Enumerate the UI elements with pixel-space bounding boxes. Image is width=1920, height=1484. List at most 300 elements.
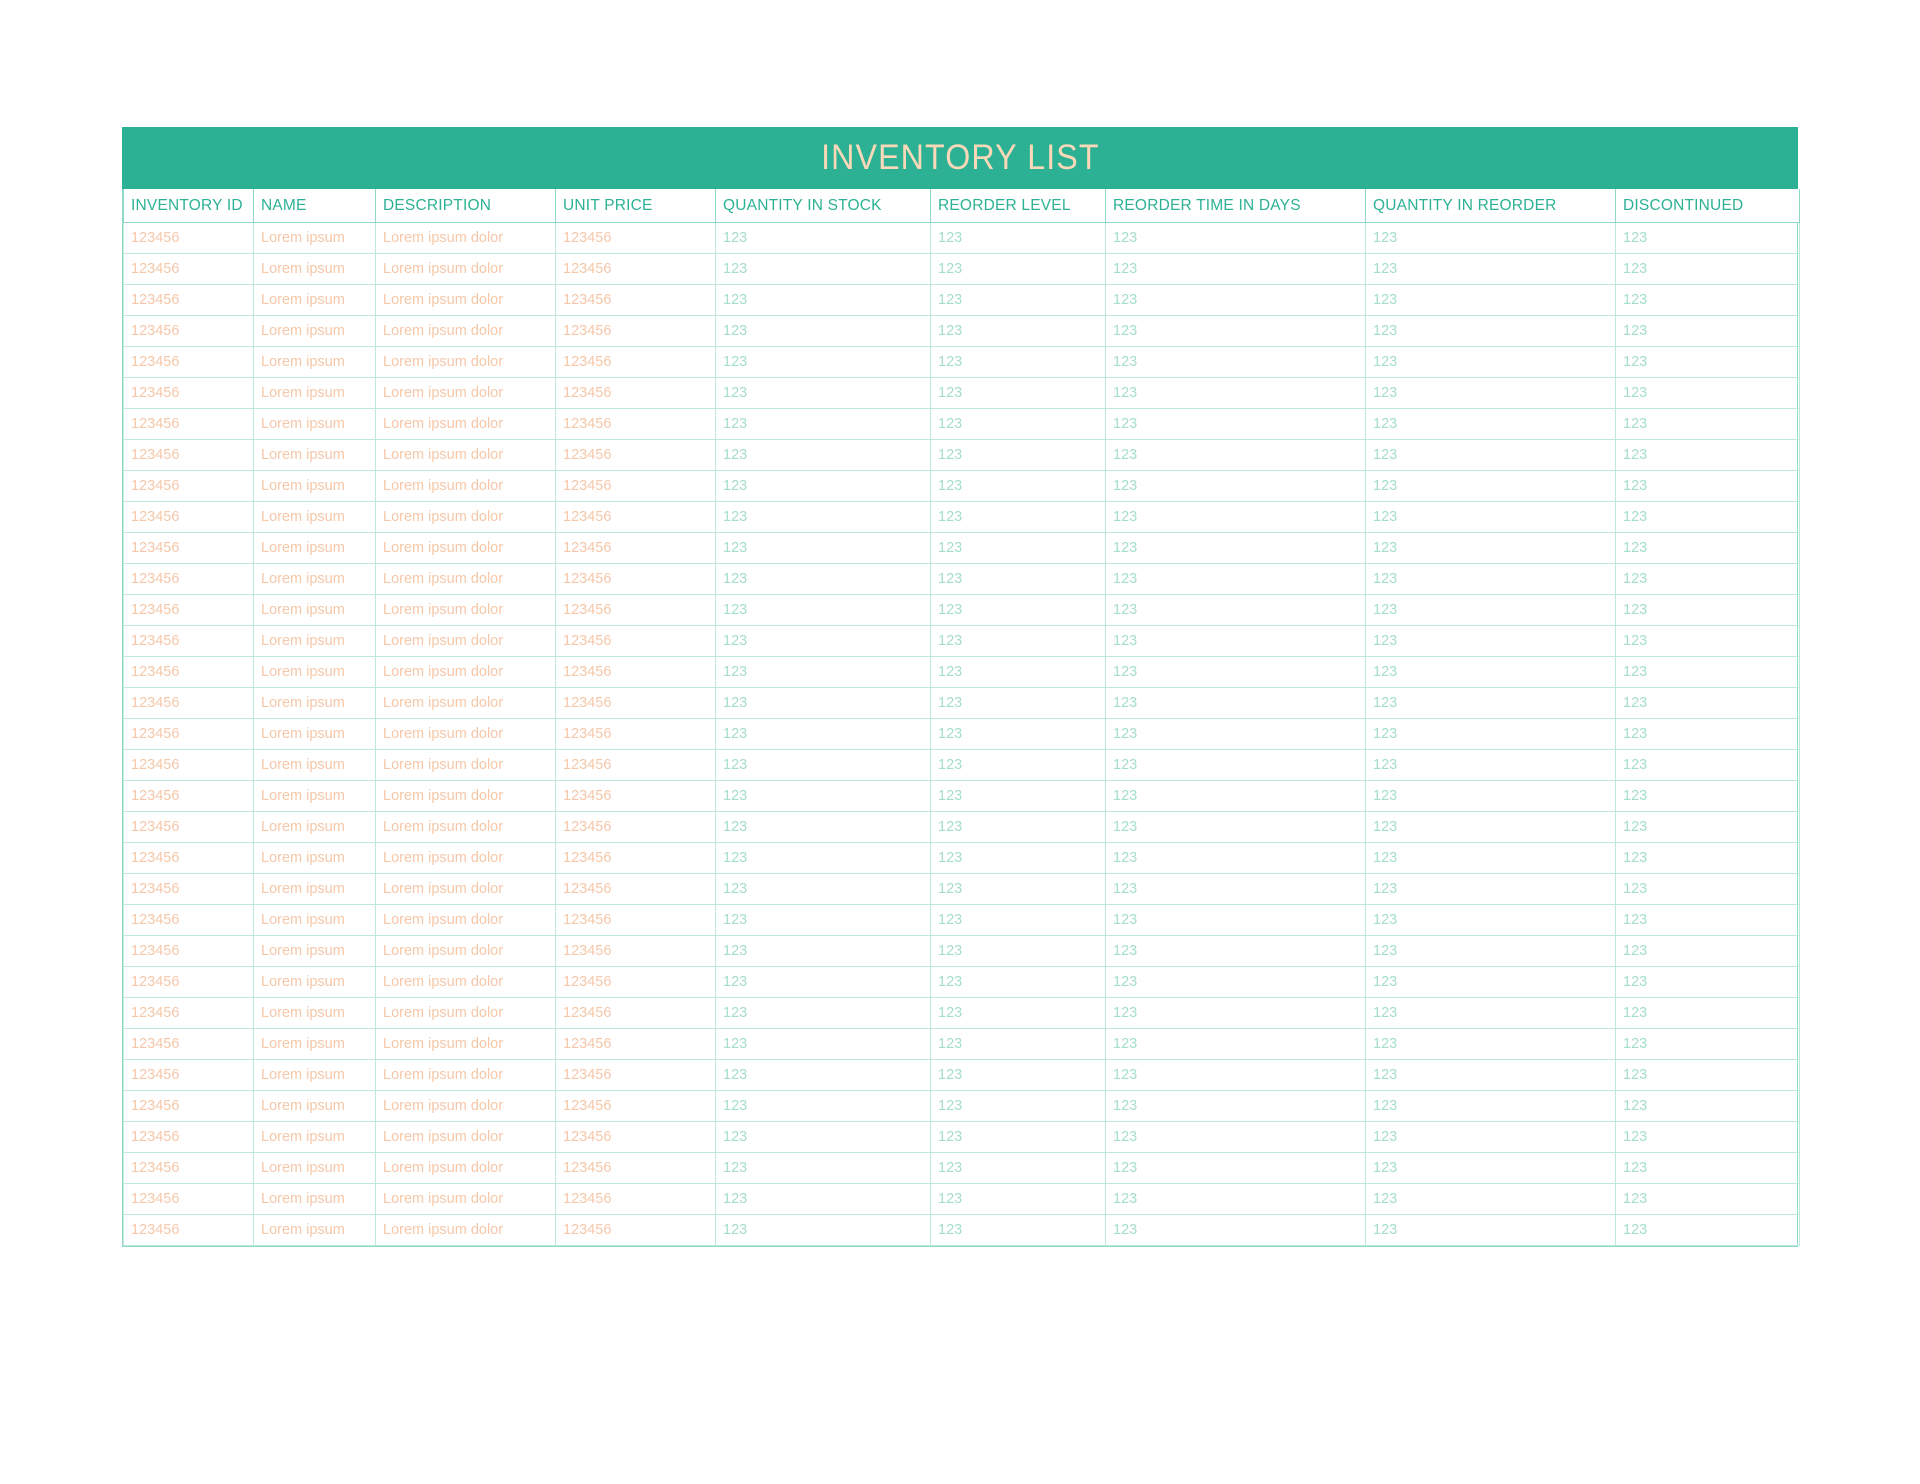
table-cell[interactable]: Lorem ipsum dolor xyxy=(376,1122,556,1153)
table-cell[interactable]: 123 xyxy=(1106,223,1366,254)
column-header-quantity-in-stock[interactable]: QUANTITY IN STOCK xyxy=(716,189,931,223)
table-cell[interactable]: Lorem ipsum dolor xyxy=(376,502,556,533)
table-cell[interactable]: Lorem ipsum xyxy=(254,843,376,874)
table-cell[interactable]: Lorem ipsum xyxy=(254,905,376,936)
table-row[interactable] xyxy=(124,1122,1800,1153)
table-cell[interactable]: 123 xyxy=(1366,1153,1616,1184)
table-cell[interactable]: 123 xyxy=(1366,843,1616,874)
table-cell[interactable]: Lorem ipsum xyxy=(254,781,376,812)
table-cell[interactable]: Lorem ipsum dolor xyxy=(376,533,556,564)
table-row[interactable] xyxy=(124,657,1800,688)
table-cell[interactable]: Lorem ipsum xyxy=(254,688,376,719)
table-cell[interactable]: 123456 xyxy=(556,1215,716,1246)
table-cell[interactable]: 123456 xyxy=(556,378,716,409)
table-cell[interactable]: 123456 xyxy=(556,347,716,378)
table-cell[interactable]: 123 xyxy=(1106,1060,1366,1091)
table-cell[interactable]: 123 xyxy=(931,998,1106,1029)
table-cell[interactable]: 123 xyxy=(716,595,931,626)
table-cell[interactable]: 123456 xyxy=(124,1215,254,1246)
table-cell[interactable]: Lorem ipsum xyxy=(254,967,376,998)
table-cell[interactable]: 123 xyxy=(931,502,1106,533)
table-cell[interactable]: 123456 xyxy=(124,657,254,688)
table-cell[interactable]: 123456 xyxy=(556,1029,716,1060)
table-cell[interactable]: 123456 xyxy=(556,254,716,285)
table-cell[interactable]: Lorem ipsum dolor xyxy=(376,1215,556,1246)
table-cell[interactable]: Lorem ipsum dolor xyxy=(376,223,556,254)
table-cell[interactable]: 123 xyxy=(716,657,931,688)
column-header-name[interactable]: NAME xyxy=(254,189,376,223)
table-cell[interactable]: 123456 xyxy=(556,998,716,1029)
table-cell[interactable]: 123456 xyxy=(124,409,254,440)
table-cell[interactable]: 123 xyxy=(1616,719,1800,750)
table-cell[interactable]: 123 xyxy=(1106,688,1366,719)
table-cell[interactable]: 123 xyxy=(931,719,1106,750)
table-row[interactable] xyxy=(124,905,1800,936)
table-cell[interactable]: Lorem ipsum xyxy=(254,347,376,378)
table-cell[interactable]: 123 xyxy=(1366,285,1616,316)
table-row[interactable] xyxy=(124,347,1800,378)
table-cell[interactable]: 123 xyxy=(931,688,1106,719)
table-cell[interactable]: 123 xyxy=(1366,1215,1616,1246)
table-cell[interactable]: 123456 xyxy=(124,874,254,905)
table-cell[interactable]: Lorem ipsum dolor xyxy=(376,936,556,967)
table-row[interactable] xyxy=(124,223,1800,254)
table-cell[interactable]: 123456 xyxy=(556,1122,716,1153)
table-cell[interactable]: 123 xyxy=(931,1122,1106,1153)
table-cell[interactable]: 123 xyxy=(1366,254,1616,285)
table-cell[interactable]: 123 xyxy=(716,1091,931,1122)
column-header-reorder-time-in-days[interactable]: REORDER TIME IN DAYS xyxy=(1106,189,1366,223)
table-cell[interactable]: 123456 xyxy=(124,254,254,285)
table-cell[interactable]: Lorem ipsum xyxy=(254,595,376,626)
column-header-reorder-level[interactable]: REORDER LEVEL xyxy=(931,189,1106,223)
table-cell[interactable]: 123 xyxy=(1366,316,1616,347)
table-cell[interactable]: 123 xyxy=(1106,347,1366,378)
table-cell[interactable]: 123456 xyxy=(124,812,254,843)
table-cell[interactable]: Lorem ipsum xyxy=(254,1215,376,1246)
table-cell[interactable]: 123456 xyxy=(556,316,716,347)
table-cell[interactable]: 123456 xyxy=(124,595,254,626)
table-cell[interactable]: 123 xyxy=(716,409,931,440)
table-cell[interactable]: 123456 xyxy=(556,688,716,719)
table-cell[interactable]: 123 xyxy=(1106,378,1366,409)
table-cell[interactable]: 123 xyxy=(716,1215,931,1246)
table-cell[interactable]: 123 xyxy=(1366,223,1616,254)
table-cell[interactable]: 123 xyxy=(716,1153,931,1184)
table-row[interactable] xyxy=(124,967,1800,998)
table-row[interactable] xyxy=(124,316,1800,347)
table-row[interactable] xyxy=(124,440,1800,471)
table-cell[interactable]: 123456 xyxy=(556,750,716,781)
table-cell[interactable]: Lorem ipsum xyxy=(254,223,376,254)
table-cell[interactable]: 123 xyxy=(931,626,1106,657)
table-cell[interactable]: 123 xyxy=(716,347,931,378)
table-row[interactable] xyxy=(124,502,1800,533)
table-cell[interactable]: 123 xyxy=(1366,812,1616,843)
table-cell[interactable]: Lorem ipsum dolor xyxy=(376,1091,556,1122)
table-cell[interactable]: 123 xyxy=(931,874,1106,905)
table-cell[interactable]: 123 xyxy=(716,688,931,719)
table-cell[interactable]: 123 xyxy=(931,657,1106,688)
table-cell[interactable]: 123 xyxy=(1106,719,1366,750)
table-cell[interactable]: 123 xyxy=(1366,1091,1616,1122)
table-cell[interactable]: 123 xyxy=(931,781,1106,812)
table-cell[interactable]: 123456 xyxy=(556,595,716,626)
table-cell[interactable]: Lorem ipsum xyxy=(254,998,376,1029)
table-cell[interactable]: Lorem ipsum dolor xyxy=(376,781,556,812)
table-cell[interactable]: 123 xyxy=(931,378,1106,409)
table-cell[interactable]: 123 xyxy=(931,285,1106,316)
table-cell[interactable]: 123 xyxy=(1616,316,1800,347)
table-cell[interactable]: 123 xyxy=(1616,440,1800,471)
table-cell[interactable]: 123 xyxy=(1616,533,1800,564)
table-cell[interactable]: 123 xyxy=(1366,1060,1616,1091)
table-cell[interactable]: Lorem ipsum dolor xyxy=(376,471,556,502)
table-cell[interactable]: 123 xyxy=(1616,564,1800,595)
table-cell[interactable]: 123456 xyxy=(124,750,254,781)
table-cell[interactable]: 123456 xyxy=(556,440,716,471)
table-cell[interactable]: 123 xyxy=(1106,1184,1366,1215)
table-cell[interactable]: 123456 xyxy=(556,1153,716,1184)
table-cell[interactable]: Lorem ipsum xyxy=(254,440,376,471)
table-cell[interactable]: Lorem ipsum xyxy=(254,750,376,781)
table-cell[interactable]: Lorem ipsum dolor xyxy=(376,285,556,316)
table-cell[interactable]: 123 xyxy=(1106,626,1366,657)
table-cell[interactable]: Lorem ipsum dolor xyxy=(376,409,556,440)
table-cell[interactable]: 123 xyxy=(931,471,1106,502)
table-cell[interactable]: 123456 xyxy=(124,471,254,502)
table-cell[interactable]: 123 xyxy=(931,1184,1106,1215)
table-cell[interactable]: 123 xyxy=(931,750,1106,781)
table-cell[interactable]: 123456 xyxy=(124,316,254,347)
table-cell[interactable]: 123 xyxy=(716,781,931,812)
table-cell[interactable]: 123 xyxy=(931,254,1106,285)
table-cell[interactable]: 123 xyxy=(716,936,931,967)
table-cell[interactable]: 123 xyxy=(931,1091,1106,1122)
table-cell[interactable]: Lorem ipsum dolor xyxy=(376,998,556,1029)
table-cell[interactable]: 123456 xyxy=(124,1153,254,1184)
table-cell[interactable]: 123 xyxy=(1366,688,1616,719)
table-cell[interactable]: 123 xyxy=(1616,688,1800,719)
table-row[interactable] xyxy=(124,688,1800,719)
table-cell[interactable]: Lorem ipsum dolor xyxy=(376,626,556,657)
column-header-discontinued[interactable]: DISCONTINUED xyxy=(1616,189,1800,223)
table-cell[interactable]: 123 xyxy=(1106,1029,1366,1060)
table-cell[interactable]: Lorem ipsum dolor xyxy=(376,1153,556,1184)
table-row[interactable] xyxy=(124,1060,1800,1091)
table-cell[interactable]: 123 xyxy=(716,719,931,750)
table-cell[interactable]: 123 xyxy=(716,843,931,874)
table-cell[interactable]: Lorem ipsum dolor xyxy=(376,1029,556,1060)
table-cell[interactable]: 123 xyxy=(1106,564,1366,595)
table-cell[interactable]: 123 xyxy=(1366,905,1616,936)
table-cell[interactable]: 123456 xyxy=(556,223,716,254)
table-cell[interactable]: Lorem ipsum xyxy=(254,533,376,564)
table-cell[interactable]: 123 xyxy=(931,440,1106,471)
table-cell[interactable]: Lorem ipsum xyxy=(254,1122,376,1153)
table-cell[interactable]: 123 xyxy=(1106,502,1366,533)
table-cell[interactable]: 123456 xyxy=(124,533,254,564)
table-cell[interactable]: Lorem ipsum dolor xyxy=(376,843,556,874)
table-cell[interactable]: 123 xyxy=(1616,936,1800,967)
table-cell[interactable]: 123 xyxy=(716,254,931,285)
table-cell[interactable]: 123456 xyxy=(124,502,254,533)
table-cell[interactable]: 123456 xyxy=(124,1060,254,1091)
table-cell[interactable]: 123456 xyxy=(556,409,716,440)
table-cell[interactable]: 123 xyxy=(1616,285,1800,316)
table-cell[interactable]: Lorem ipsum xyxy=(254,1184,376,1215)
table-cell[interactable]: 123 xyxy=(1616,347,1800,378)
table-cell[interactable]: 123 xyxy=(1366,595,1616,626)
table-cell[interactable]: Lorem ipsum dolor xyxy=(376,750,556,781)
table-row[interactable] xyxy=(124,843,1800,874)
table-cell[interactable]: 123456 xyxy=(124,688,254,719)
table-cell[interactable]: 123 xyxy=(1616,471,1800,502)
table-cell[interactable]: 123 xyxy=(1366,1029,1616,1060)
table-cell[interactable]: 123456 xyxy=(124,1184,254,1215)
table-cell[interactable]: Lorem ipsum xyxy=(254,471,376,502)
table-cell[interactable]: 123 xyxy=(716,1029,931,1060)
table-row[interactable] xyxy=(124,254,1800,285)
table-cell[interactable]: 123 xyxy=(1106,440,1366,471)
table-cell[interactable]: 123 xyxy=(931,564,1106,595)
table-cell[interactable]: 123 xyxy=(1106,1153,1366,1184)
table-cell[interactable]: 123 xyxy=(1106,936,1366,967)
table-cell[interactable]: 123 xyxy=(1106,812,1366,843)
table-cell[interactable]: 123456 xyxy=(556,1184,716,1215)
table-cell[interactable]: 123 xyxy=(1616,409,1800,440)
table-cell[interactable]: 123 xyxy=(1616,626,1800,657)
table-cell[interactable]: 123456 xyxy=(556,812,716,843)
table-cell[interactable]: Lorem ipsum dolor xyxy=(376,719,556,750)
table-cell[interactable]: 123 xyxy=(1106,254,1366,285)
table-cell[interactable]: 123456 xyxy=(556,967,716,998)
table-cell[interactable]: 123 xyxy=(716,533,931,564)
table-cell[interactable]: 123 xyxy=(1106,533,1366,564)
table-cell[interactable]: 123456 xyxy=(124,967,254,998)
table-cell[interactable]: Lorem ipsum dolor xyxy=(376,254,556,285)
table-cell[interactable]: 123456 xyxy=(124,285,254,316)
table-cell[interactable]: 123456 xyxy=(556,719,716,750)
table-cell[interactable]: Lorem ipsum xyxy=(254,502,376,533)
table-cell[interactable]: 123456 xyxy=(124,440,254,471)
table-row[interactable] xyxy=(124,409,1800,440)
table-cell[interactable]: 123 xyxy=(931,967,1106,998)
table-cell[interactable]: 123456 xyxy=(556,285,716,316)
table-cell[interactable]: 123456 xyxy=(556,843,716,874)
table-cell[interactable]: 123 xyxy=(1616,378,1800,409)
table-cell[interactable]: Lorem ipsum dolor xyxy=(376,378,556,409)
table-row[interactable] xyxy=(124,1029,1800,1060)
table-cell[interactable]: 123 xyxy=(716,750,931,781)
table-cell[interactable]: 123 xyxy=(716,378,931,409)
table-cell[interactable]: 123 xyxy=(1616,1184,1800,1215)
table-cell[interactable]: 123456 xyxy=(556,905,716,936)
table-cell[interactable]: 123 xyxy=(1616,967,1800,998)
table-cell[interactable]: 123 xyxy=(1366,967,1616,998)
table-cell[interactable]: 123 xyxy=(1366,781,1616,812)
table-cell[interactable]: 123 xyxy=(1366,657,1616,688)
table-cell[interactable]: 123 xyxy=(1366,998,1616,1029)
table-cell[interactable]: Lorem ipsum dolor xyxy=(376,905,556,936)
table-cell[interactable]: Lorem ipsum xyxy=(254,1153,376,1184)
column-header-inventory-id[interactable]: INVENTORY ID xyxy=(124,189,254,223)
table-cell[interactable]: 123 xyxy=(1366,874,1616,905)
table-cell[interactable]: 123 xyxy=(1366,471,1616,502)
table-cell[interactable]: 123 xyxy=(1616,1029,1800,1060)
table-cell[interactable]: 123 xyxy=(716,812,931,843)
table-cell[interactable]: Lorem ipsum xyxy=(254,719,376,750)
table-cell[interactable]: Lorem ipsum xyxy=(254,285,376,316)
table-cell[interactable]: 123 xyxy=(1616,1122,1800,1153)
table-cell[interactable]: 123 xyxy=(931,1153,1106,1184)
table-cell[interactable]: 123 xyxy=(716,967,931,998)
table-cell[interactable]: 123 xyxy=(1366,533,1616,564)
table-cell[interactable]: 123 xyxy=(931,347,1106,378)
table-row[interactable] xyxy=(124,626,1800,657)
table-cell[interactable]: 123 xyxy=(1616,1215,1800,1246)
table-cell[interactable]: 123 xyxy=(931,595,1106,626)
table-cell[interactable]: 123456 xyxy=(556,564,716,595)
table-cell[interactable]: 123456 xyxy=(556,874,716,905)
table-cell[interactable]: Lorem ipsum xyxy=(254,657,376,688)
table-cell[interactable]: 123456 xyxy=(124,936,254,967)
table-cell[interactable]: Lorem ipsum xyxy=(254,1091,376,1122)
table-cell[interactable]: 123 xyxy=(931,1029,1106,1060)
table-cell[interactable]: 123456 xyxy=(556,1091,716,1122)
table-cell[interactable]: 123456 xyxy=(124,347,254,378)
table-row[interactable] xyxy=(124,998,1800,1029)
table-cell[interactable]: 123 xyxy=(1616,843,1800,874)
table-cell[interactable]: 123 xyxy=(1616,905,1800,936)
table-cell[interactable]: 123 xyxy=(931,1215,1106,1246)
table-row[interactable] xyxy=(124,812,1800,843)
table-cell[interactable]: 123 xyxy=(1616,998,1800,1029)
table-cell[interactable]: Lorem ipsum dolor xyxy=(376,967,556,998)
table-cell[interactable]: 123 xyxy=(1366,409,1616,440)
table-cell[interactable]: 123 xyxy=(931,936,1106,967)
table-cell[interactable]: 123456 xyxy=(124,564,254,595)
table-cell[interactable]: 123 xyxy=(716,1184,931,1215)
table-cell[interactable]: 123 xyxy=(1106,998,1366,1029)
table-cell[interactable]: 123 xyxy=(1106,1215,1366,1246)
table-cell[interactable]: 123 xyxy=(716,905,931,936)
table-row[interactable] xyxy=(124,595,1800,626)
table-cell[interactable]: 123 xyxy=(1616,657,1800,688)
table-cell[interactable]: Lorem ipsum dolor xyxy=(376,688,556,719)
table-cell[interactable]: 123 xyxy=(1366,750,1616,781)
table-cell[interactable]: Lorem ipsum dolor xyxy=(376,1060,556,1091)
table-cell[interactable]: Lorem ipsum xyxy=(254,378,376,409)
table-cell[interactable]: 123 xyxy=(1366,1122,1616,1153)
table-cell[interactable]: 123456 xyxy=(124,1091,254,1122)
table-cell[interactable]: 123 xyxy=(716,564,931,595)
table-cell[interactable]: 123 xyxy=(1366,564,1616,595)
table-cell[interactable]: 123 xyxy=(716,471,931,502)
table-cell[interactable]: 123 xyxy=(931,905,1106,936)
table-cell[interactable]: 123456 xyxy=(556,657,716,688)
table-cell[interactable]: Lorem ipsum xyxy=(254,316,376,347)
table-cell[interactable]: 123 xyxy=(1106,285,1366,316)
table-cell[interactable]: 123 xyxy=(1616,874,1800,905)
table-cell[interactable]: 123456 xyxy=(124,626,254,657)
table-cell[interactable]: 123 xyxy=(1106,843,1366,874)
table-cell[interactable]: 123 xyxy=(1616,595,1800,626)
table-cell[interactable]: 123456 xyxy=(556,936,716,967)
table-cell[interactable]: 123 xyxy=(931,843,1106,874)
table-cell[interactable]: Lorem ipsum xyxy=(254,1029,376,1060)
table-cell[interactable]: 123 xyxy=(716,874,931,905)
table-cell[interactable]: 123 xyxy=(1366,440,1616,471)
table-cell[interactable]: 123456 xyxy=(556,626,716,657)
table-row[interactable] xyxy=(124,1184,1800,1215)
table-cell[interactable]: 123 xyxy=(931,223,1106,254)
table-cell[interactable]: 123 xyxy=(1366,936,1616,967)
table-row[interactable] xyxy=(124,1153,1800,1184)
table-cell[interactable]: 123456 xyxy=(124,1122,254,1153)
table-cell[interactable]: Lorem ipsum dolor xyxy=(376,440,556,471)
table-cell[interactable]: 123 xyxy=(1106,967,1366,998)
table-cell[interactable]: 123 xyxy=(1106,1091,1366,1122)
table-cell[interactable]: 123456 xyxy=(124,998,254,1029)
table-cell[interactable]: 123456 xyxy=(556,471,716,502)
table-cell[interactable]: Lorem ipsum xyxy=(254,812,376,843)
table-row[interactable] xyxy=(124,564,1800,595)
table-cell[interactable]: 123 xyxy=(716,316,931,347)
column-header-quantity-in-reorder[interactable]: QUANTITY IN REORDER xyxy=(1366,189,1616,223)
table-cell[interactable]: 123 xyxy=(1106,595,1366,626)
table-cell[interactable]: 123 xyxy=(1616,1091,1800,1122)
table-cell[interactable]: 123 xyxy=(1616,812,1800,843)
table-cell[interactable]: 123 xyxy=(1106,657,1366,688)
table-cell[interactable]: 123 xyxy=(931,812,1106,843)
table-cell[interactable]: 123 xyxy=(716,440,931,471)
table-row[interactable] xyxy=(124,750,1800,781)
table-cell[interactable]: 123 xyxy=(1616,502,1800,533)
table-cell[interactable]: 123 xyxy=(1366,719,1616,750)
table-cell[interactable]: 123 xyxy=(716,626,931,657)
table-cell[interactable]: 123 xyxy=(716,998,931,1029)
table-cell[interactable]: Lorem ipsum dolor xyxy=(376,595,556,626)
table-cell[interactable]: 123 xyxy=(1616,1153,1800,1184)
column-header-description[interactable]: DESCRIPTION xyxy=(376,189,556,223)
table-cell[interactable]: 123 xyxy=(1366,626,1616,657)
table-cell[interactable]: 123456 xyxy=(124,223,254,254)
table-row[interactable] xyxy=(124,285,1800,316)
table-cell[interactable]: 123456 xyxy=(556,502,716,533)
table-cell[interactable]: 123 xyxy=(1106,471,1366,502)
table-cell[interactable]: 123456 xyxy=(124,1029,254,1060)
table-cell[interactable]: Lorem ipsum dolor xyxy=(376,347,556,378)
table-cell[interactable]: 123 xyxy=(1366,378,1616,409)
table-row[interactable] xyxy=(124,378,1800,409)
table-cell[interactable]: 123456 xyxy=(124,905,254,936)
table-cell[interactable]: Lorem ipsum dolor xyxy=(376,564,556,595)
table-cell[interactable]: Lorem ipsum xyxy=(254,626,376,657)
table-cell[interactable]: 123 xyxy=(931,409,1106,440)
table-cell[interactable]: Lorem ipsum dolor xyxy=(376,316,556,347)
column-header-unit-price[interactable]: UNIT PRICE xyxy=(556,189,716,223)
table-cell[interactable]: Lorem ipsum xyxy=(254,874,376,905)
table-cell[interactable]: 123 xyxy=(716,223,931,254)
table-cell[interactable]: Lorem ipsum dolor xyxy=(376,812,556,843)
table-cell[interactable]: 123 xyxy=(716,1060,931,1091)
table-row[interactable] xyxy=(124,936,1800,967)
table-cell[interactable]: 123 xyxy=(1616,781,1800,812)
table-cell[interactable]: Lorem ipsum dolor xyxy=(376,874,556,905)
table-cell[interactable]: 123 xyxy=(1106,409,1366,440)
table-cell[interactable]: 123 xyxy=(1106,316,1366,347)
